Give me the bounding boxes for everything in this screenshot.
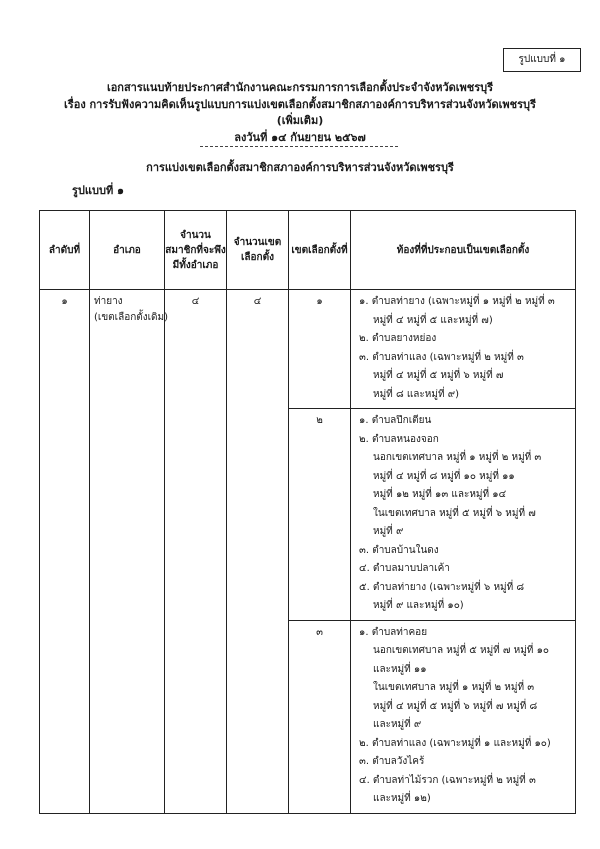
cell-zone-number: ๑ (289, 290, 351, 409)
location-line: และหมู่ที่ ๑๒) (373, 793, 431, 804)
location-line: ๑. ตำบลปึกเตียน (359, 415, 432, 426)
location-line: หมู่ที่ ๘ และหมู่ที่ ๙) (373, 388, 459, 400)
location-line: ในเขตเทศบาล หมู่ที่ ๑ หมู่ที่ ๒ หมู่ที่ ๓ (373, 682, 535, 693)
col-header-members: จำนวนสมาชิกที่จะพึงมีทั้งอำเภอ (165, 211, 227, 290)
table-header-row (40, 211, 576, 290)
location-line: ๑. ตำบลท่ายาง (เฉพาะหมู่ที่ ๑ หมู่ที่ ๒ หมู่ที่ ๓ (359, 296, 555, 307)
cell-zones: ๔ (227, 290, 289, 814)
form-label: รูปแบบที่ ๑ (518, 54, 566, 65)
cell-locations (351, 620, 576, 813)
col-header-locations: ท้องที่ที่ประกอบเป็นเขตเลือกตั้ง (351, 211, 576, 290)
header-line-3: (เพิ่มเติม) (276, 114, 324, 127)
col-header-district: อำเภอ (90, 211, 165, 290)
location-line: หมู่ที่ ๙ (373, 526, 404, 537)
location-line: ๔. ตำบลมาบปลาเค้า (359, 563, 450, 574)
location-line: หมู่ที่ ๑๒ หมู่ที่ ๑๓ และหมู่ที่ ๑๔ (373, 489, 507, 500)
location-line: หมู่ที่ ๙ และหมู่ที่ ๑๐) (373, 600, 464, 611)
district-note: (เขตเลือกตั้งเดิม) (94, 312, 169, 323)
location-line: หมู่ที่ ๔ หมู่ที่ ๕ และหมู่ที่ ๗) (373, 314, 493, 326)
location-line: ๔. ตำบลท่าไม้รวก (เฉพาะหมู่ที่ ๒ หมู่ที่ ๓ (359, 774, 536, 786)
col-header-zone: เขตเลือกตั้งที่ (289, 211, 351, 290)
zone-table (39, 210, 576, 814)
table-row (40, 290, 576, 409)
cell-no: ๑ (40, 290, 90, 814)
location-line: ๑. ตำบลท่าคอย (359, 626, 428, 638)
location-line: หมู่ที่ ๔ หมู่ที่ ๕ หมู่ที่ ๖ หมู่ที่ ๗ หมู่ที่ ๘ (373, 700, 538, 712)
cell-district (90, 290, 169, 814)
location-line: ๕. ตำบลท่ายาง (เฉพาะหมู่ที่ ๖ หมู่ที่ ๘ (359, 581, 525, 593)
location-line: หมู่ที่ ๔ หมู่ที่ ๘ หมู่ที่ ๑๐ หมู่ที่ ๑๑ (373, 470, 515, 482)
header-line-4: ลงวันที่ ๑๔ กันยายน ๒๕๖๗ (234, 131, 366, 144)
location-line: ๓. ตำบลวังไคร้ (359, 756, 425, 767)
cell-locations (351, 409, 576, 621)
form-label-box (503, 48, 581, 72)
location-line: และหมู่ที่ ๙ (373, 719, 422, 730)
col-header-zones: จำนวนเขตเลือกตั้ง (227, 211, 289, 290)
location-line: ๓. ตำบลบ้านในดง (359, 544, 439, 556)
document-subtitle: การแบ่งเขตเลือกตั้งสมาชิกสภาองค์การบริหารส่วนจังหวัดเพชรบุรี (146, 161, 454, 174)
cell-locations (351, 290, 576, 409)
location-line: และหมู่ที่ ๑๑ (373, 663, 427, 675)
district-name: ท่ายาง (94, 296, 123, 307)
location-line: ๒. ตำบลท่าแลง (เฉพาะหมู่ที่ ๑ และหมู่ที่ ๑๐) (359, 737, 551, 749)
location-line: หมู่ที่ ๔ หมู่ที่ ๕ หมู่ที่ ๖ หมู่ที่ ๗ (373, 370, 504, 381)
header-separator (200, 146, 398, 147)
location-line: ๓. ตำบลท่าแลง (เฉพาะหมู่ที่ ๒ หมู่ที่ ๓ (359, 351, 524, 363)
location-line: ๒. ตำบลหนองจอก (359, 433, 439, 445)
location-line: ในเขตเทศบาล หมู่ที่ ๕ หมู่ที่ ๖ หมู่ที่ ๗ (373, 507, 536, 519)
location-line: ๒. ตำบลยางหย่อง (359, 333, 437, 344)
location-line: นอกเขตเทศบาล หมู่ที่ ๑ หมู่ที่ ๒ หมู่ที่ ๓ (373, 452, 542, 463)
model-label: รูปแบบที่ ๑ (72, 184, 125, 197)
location-line: นอกเขตเทศบาล หมู่ที่ ๕ หมู่ที่ ๗ หมู่ที่ ๑๐ (373, 645, 550, 656)
header-line-2: เรื่อง การรับฟังความคิดเห็นรูปแบบการแบ่งเขตเลือกตั้งสมาชิกสภาองค์การบริหารส่วนจังหวัดเพชรบุรี (64, 98, 536, 111)
cell-zone-number: ๒ (289, 409, 351, 621)
cell-members: ๔ (165, 290, 227, 814)
header-line-1: เอกสารแนบท้ายประกาศสำนักงานคณะกรรมการการเลือกตั้งประจำจังหวัดเพชรบุรี (106, 81, 494, 94)
cell-zone-number: ๓ (289, 620, 351, 813)
col-header-no: ลำดับที่ (40, 211, 90, 290)
